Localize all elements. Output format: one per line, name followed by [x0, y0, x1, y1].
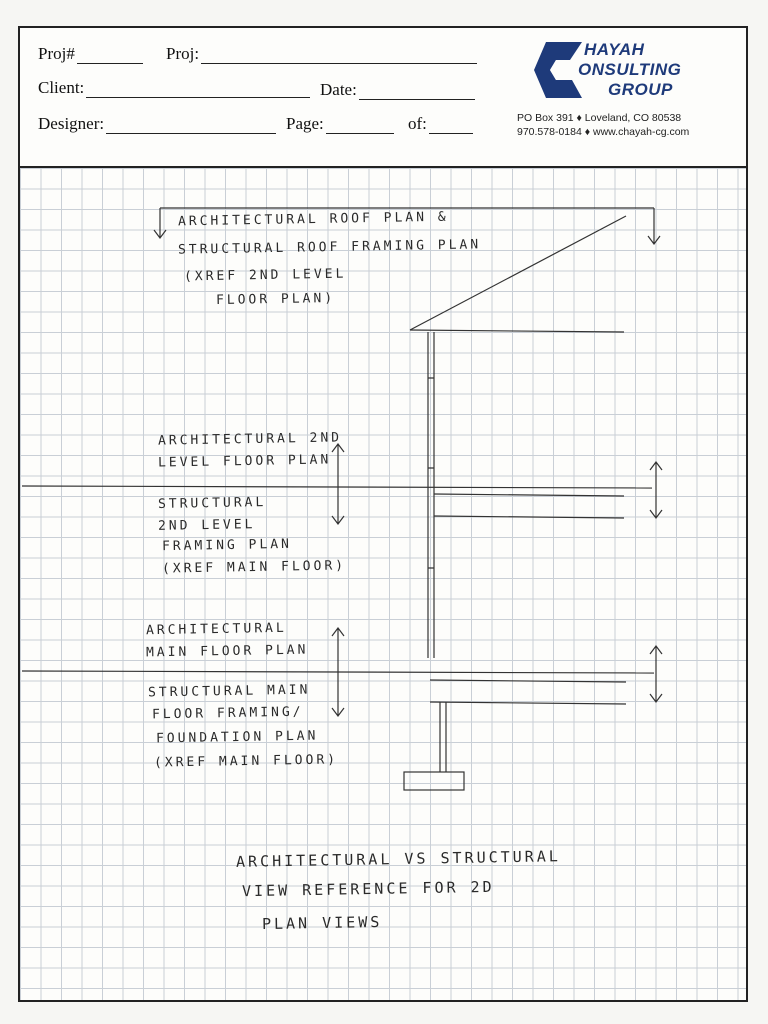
graph-paper-sheet [18, 26, 748, 1002]
arch-2nd-note-line2: LEVEL FLOOR PLAN [157, 452, 332, 471]
date-label: Date: [320, 80, 357, 99]
company-logo [532, 40, 742, 102]
foundation-wall [440, 702, 446, 772]
str-2nd-note-line4: (XREF MAIN FLOOR) [161, 558, 347, 577]
arch-main-note-line1: ARCHITECTURAL [145, 620, 287, 639]
designer-field [38, 114, 276, 134]
page-label: Page: [286, 114, 324, 133]
date-field [320, 80, 475, 100]
section-sketch [20, 168, 746, 1000]
str-2nd-note-line2: 2ND LEVEL [157, 517, 256, 534]
second-floor-framing [434, 494, 624, 518]
str-main-note-line4: (XREF MAIN FLOOR) [153, 752, 339, 771]
sketch-grid [20, 168, 746, 1000]
company-name-line1: HAYAH [584, 40, 645, 59]
roof-note-line1: ARCHITECTURAL ROOF PLAN & [177, 209, 449, 230]
proj-label: Proj: [166, 44, 200, 63]
roof-note-line2: STRUCTURAL ROOF FRAMING PLAN [177, 237, 482, 258]
sheet-title-line1: ARCHITECTURAL VS STRUCTURAL [235, 847, 561, 871]
client-field [38, 78, 310, 98]
roof-note-line3: (XREF 2ND LEVEL [183, 266, 347, 285]
str-main-note-line1: STRUCTURAL MAIN [147, 682, 311, 701]
arch-main-note-line2: MAIN FLOOR PLAN [145, 642, 309, 661]
str-main-note-line2: FLOOR FRAMING/ [151, 704, 304, 723]
of-field [408, 114, 473, 134]
title-block [20, 28, 746, 168]
main-floor-framing [430, 680, 626, 704]
footing [404, 772, 464, 790]
roof-note-line4: FLOOR PLAN) [215, 290, 336, 309]
roof-slope-line [410, 216, 626, 330]
designer-label: Designer: [38, 114, 105, 133]
roof-left-arrow [154, 208, 166, 238]
proj-field [166, 44, 477, 64]
str-2nd-note-line3: FRAMING PLAN [161, 536, 293, 555]
company-contact: 970.578-0184 ♦ www.chayah-cg.com [517, 126, 690, 138]
str-2nd-note-line1: STRUCTURAL [157, 495, 267, 512]
company-name-line3: GROUP [608, 80, 673, 99]
roof-plate-line [410, 330, 624, 332]
company-name-line2: ONSULTING [578, 60, 682, 79]
client-label: Client: [38, 78, 85, 97]
str-main-note-line3: FOUNDATION PLAN [155, 728, 319, 747]
page-field [286, 114, 394, 134]
second-level-right-arrow [650, 462, 662, 518]
wall-studs [428, 378, 434, 568]
proj-number-label: Proj# [38, 44, 75, 63]
company-address: PO Box 391 ♦ Loveland, CO 80538 [517, 112, 682, 124]
sheet-title-line2: VIEW REFERENCE FOR 2D [241, 877, 495, 901]
sheet-title-line3: PLAN VIEWS [261, 912, 383, 934]
second-level-arrow [332, 444, 344, 524]
second-level-cut-line [22, 486, 652, 488]
main-floor-right-arrow [650, 646, 662, 702]
proj-number-field [38, 44, 143, 64]
roof-right-arrow [648, 208, 660, 244]
upper-wall [428, 332, 434, 658]
arch-2nd-note-line1: ARCHITECTURAL 2ND [157, 430, 343, 449]
of-label: of: [408, 114, 427, 133]
